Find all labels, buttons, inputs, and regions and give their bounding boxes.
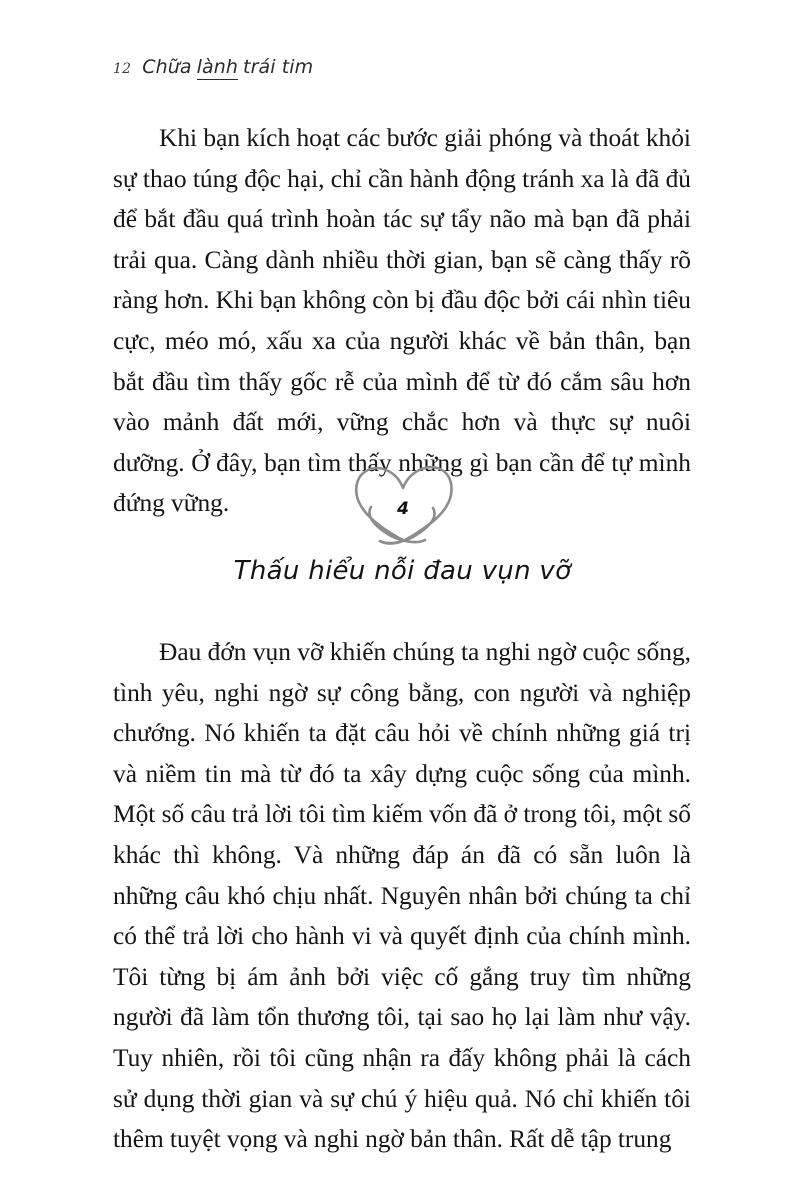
paragraph-block-2 [113, 632, 691, 1160]
body-paragraph-1: Khi bạn kích hoạt các bước giải phóng và thoát khỏi sự thao túng độc hại, chỉ cần hành động tránh xa là đã đủ để bắt đầu quá trình hoàn tác sự tẩy não mà bạn đã phải trải qua. Càng dành nhiều thời gian, bạn sẽ càng thấy rõ ràng hơn. Khi bạn không còn bị đầu độc bởi cái nhìn tiêu cực, méo mó, xấu xa của người khác về bản thân, bạn bắt đầu tìm thấy gốc rễ của mình để từ đó cắm sâu hơn vào mảnh đất mới, vững chắc hơn và thực sự nuôi dưỡng. Ở đây, bạn tìm thấy những gì bạn cần để tự mình đứng vững. [113, 124, 691, 518]
header-title-part-1: Chữa [142, 56, 192, 78]
header-title-part-2: trái tim [243, 56, 314, 78]
hand-drawn-heart-icon [347, 462, 459, 546]
running-header [113, 56, 313, 80]
header-book-title [142, 56, 313, 80]
chapter-ornament [0, 462, 805, 546]
section-title: Thấu hiểu nỗi đau vụn vỡ [233, 556, 572, 586]
header-title-underlined-word: lành [196, 56, 239, 78]
chapter-number: 4 [396, 499, 409, 519]
page-number: 12 [113, 61, 132, 77]
body-paragraph-2: Đau đớn vụn vỡ khiến chúng ta nghi ngờ cuộc sống, tình yêu, nghi ngờ sự công bằng, con người và nghiệp chướng. Nó khiến ta đặt câu hỏi về chính những giá trị và niềm tin mà từ đó ta xây dựng cuộc sống của mình. Một số câu trả lời tôi tìm kiếm vốn đã ở trong tôi, một số khác thì không. Và những đáp án đã có sẵn luôn là những câu khó chịu nhất. Nguyên nhân bởi chúng ta chỉ có thể trả lời cho hành vi và quyết định của chính mình. Tôi từng bị ám ảnh bởi việc cố gắng truy tìm những người đã làm tổn thương tôi, tại sao họ lại làm như vậy. Tuy nhiên, rồi tôi cũng nhận ra đấy không phải là cách sử dụng thời gian và sự chú ý hiệu quả. Nó chỉ khiến tôi thêm tuyệt vọng và nghi ngờ bản thân. Rất dễ tập trung [113, 638, 691, 1154]
